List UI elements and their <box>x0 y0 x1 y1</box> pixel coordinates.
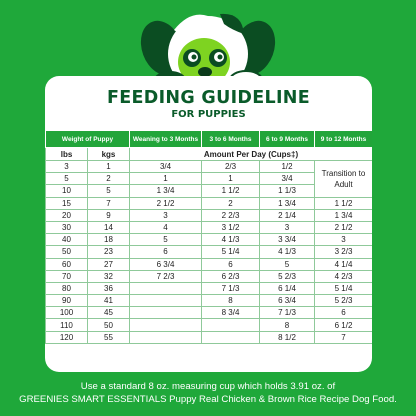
cell-9-12m: 3 <box>315 234 373 246</box>
cell-lbs: 3 <box>46 161 88 173</box>
cell-kgs: 7 <box>88 197 130 209</box>
table-row <box>46 246 373 258</box>
cell-lbs: 120 <box>46 331 88 343</box>
cell-3-6m: 6 <box>202 258 260 270</box>
cell-lbs: 80 <box>46 282 88 294</box>
cell-9-12m: 1 3/4 <box>315 209 373 221</box>
cell-weaning-3m: 2 1/2 <box>130 197 202 209</box>
col-9-to-12-months: 9 to 12 Months <box>315 131 373 148</box>
table-row <box>46 258 373 270</box>
cell-kgs: 32 <box>88 270 130 282</box>
table-row <box>46 282 373 294</box>
unit-amount-per-day: Amount Per Day (Cups‡) <box>130 148 373 161</box>
table-row <box>46 161 373 173</box>
cell-lbs: 50 <box>46 246 88 258</box>
cell-kgs: 45 <box>88 307 130 319</box>
cell-3-6m: 8 3/4 <box>202 307 260 319</box>
table-row <box>46 331 373 343</box>
unit-kgs: kgs <box>88 148 130 161</box>
cell-kgs: 5 <box>88 185 130 197</box>
cell-6-9m: 8 <box>260 319 315 331</box>
table-row <box>46 295 373 307</box>
cell-3-6m <box>202 331 260 343</box>
cell-9-12m: 5 2/3 <box>315 295 373 307</box>
cell-9-12m: 7 <box>315 331 373 343</box>
table-row <box>46 307 373 319</box>
cell-weaning-3m: 3/4 <box>130 161 202 173</box>
cell-9-12m: 3 2/3 <box>315 246 373 258</box>
table-row <box>46 221 373 233</box>
cell-kgs: 14 <box>88 221 130 233</box>
cell-9-12m: 6 1/2 <box>315 319 373 331</box>
cell-6-9m: 3/4 <box>260 173 315 185</box>
cell-6-9m: 6 3/4 <box>260 295 315 307</box>
cell-3-6m: 2 <box>202 197 260 209</box>
cell-9-12m: 2 1/2 <box>315 221 373 233</box>
cell-3-6m <box>202 319 260 331</box>
cell-3-6m: 2/3 <box>202 161 260 173</box>
cell-6-9m: 6 1/4 <box>260 282 315 294</box>
cell-weaning-3m: 1 3/4 <box>130 185 202 197</box>
cell-6-9m: 3 <box>260 221 315 233</box>
table-row <box>46 234 373 246</box>
cell-kgs: 55 <box>88 331 130 343</box>
cell-kgs: 9 <box>88 209 130 221</box>
feeding-guideline-card <box>45 76 372 372</box>
cell-lbs: 90 <box>46 295 88 307</box>
cell-weaning-3m <box>130 282 202 294</box>
cell-6-9m: 1 1/3 <box>260 185 315 197</box>
cell-weaning-3m: 1 <box>130 173 202 185</box>
cell-weaning-3m <box>130 319 202 331</box>
cell-kgs: 50 <box>88 319 130 331</box>
col-weight-of-puppy: Weight of Puppy <box>46 131 130 148</box>
unit-lbs: lbs <box>46 148 88 161</box>
cell-6-9m: 1 3/4 <box>260 197 315 209</box>
cell-3-6m: 4 1/3 <box>202 234 260 246</box>
cell-6-9m: 2 1/4 <box>260 209 315 221</box>
cell-lbs: 15 <box>46 197 88 209</box>
table-row <box>46 270 373 282</box>
cell-weaning-3m <box>130 295 202 307</box>
cell-6-9m: 1/2 <box>260 161 315 173</box>
cell-9-12m: 6 <box>315 307 373 319</box>
cell-9-12m: 4 1/4 <box>315 258 373 270</box>
cell-kgs: 36 <box>88 282 130 294</box>
cell-3-6m: 1 1/2 <box>202 185 260 197</box>
cell-weaning-3m: 5 <box>130 234 202 246</box>
measuring-cup-footnote <box>0 380 416 406</box>
cell-kgs: 41 <box>88 295 130 307</box>
cell-9-12m: 1 1/2 <box>315 197 373 209</box>
cell-kgs: 2 <box>88 173 130 185</box>
cell-transition-to-adult: Transition to Adult <box>315 161 373 198</box>
cell-3-6m: 3 1/2 <box>202 221 260 233</box>
cell-weaning-3m: 4 <box>130 221 202 233</box>
cell-lbs: 70 <box>46 270 88 282</box>
cell-6-9m: 8 1/2 <box>260 331 315 343</box>
table-row <box>46 209 373 221</box>
cell-lbs: 40 <box>46 234 88 246</box>
table-unit-row <box>46 148 373 161</box>
cell-3-6m: 5 1/4 <box>202 246 260 258</box>
cell-kgs: 23 <box>88 246 130 258</box>
cell-lbs: 60 <box>46 258 88 270</box>
table-header-row <box>46 131 373 148</box>
cell-3-6m: 8 <box>202 295 260 307</box>
cell-6-9m: 3 3/4 <box>260 234 315 246</box>
cell-weaning-3m <box>130 331 202 343</box>
cell-weaning-3m: 6 <box>130 246 202 258</box>
cell-lbs: 110 <box>46 319 88 331</box>
cell-kgs: 27 <box>88 258 130 270</box>
cell-weaning-3m <box>130 307 202 319</box>
cell-9-12m: 5 1/4 <box>315 282 373 294</box>
cell-weaning-3m: 6 3/4 <box>130 258 202 270</box>
cell-weaning-3m: 3 <box>130 209 202 221</box>
cell-lbs: 100 <box>46 307 88 319</box>
col-3-to-6-months: 3 to 6 Months <box>202 131 260 148</box>
cell-kgs: 1 <box>88 161 130 173</box>
cell-3-6m: 7 1/3 <box>202 282 260 294</box>
cell-6-9m: 5 2/3 <box>260 270 315 282</box>
footnote-line-2: GREENIES SMART ESSENTIALS Puppy Real Chicken & Brown Rice Recipe Dog Food. <box>19 394 397 405</box>
cell-9-12m: 4 2/3 <box>315 270 373 282</box>
cell-3-6m: 1 <box>202 173 260 185</box>
cell-6-9m: 5 <box>260 258 315 270</box>
col-6-to-9-months: 6 to 9 Months <box>260 131 315 148</box>
footnote-line-1: Use a standard 8 oz. measuring cup which holds 3.91 oz. of <box>80 381 336 392</box>
table-row <box>46 319 373 331</box>
page-subtitle: FOR PUPPIES <box>171 109 246 120</box>
cell-3-6m: 2 2/3 <box>202 209 260 221</box>
cell-lbs: 10 <box>46 185 88 197</box>
cell-6-9m: 4 1/3 <box>260 246 315 258</box>
page-title: FEEDING GUIDELINE <box>107 88 310 108</box>
feeding-table <box>45 130 372 344</box>
col-weaning-to-3-months: Weaning to 3 Months <box>130 131 202 148</box>
table-row <box>46 197 373 209</box>
cell-lbs: 30 <box>46 221 88 233</box>
cell-lbs: 5 <box>46 173 88 185</box>
cell-6-9m: 7 1/3 <box>260 307 315 319</box>
cell-weaning-3m: 7 2/3 <box>130 270 202 282</box>
cell-kgs: 18 <box>88 234 130 246</box>
cell-3-6m: 6 2/3 <box>202 270 260 282</box>
cell-lbs: 20 <box>46 209 88 221</box>
